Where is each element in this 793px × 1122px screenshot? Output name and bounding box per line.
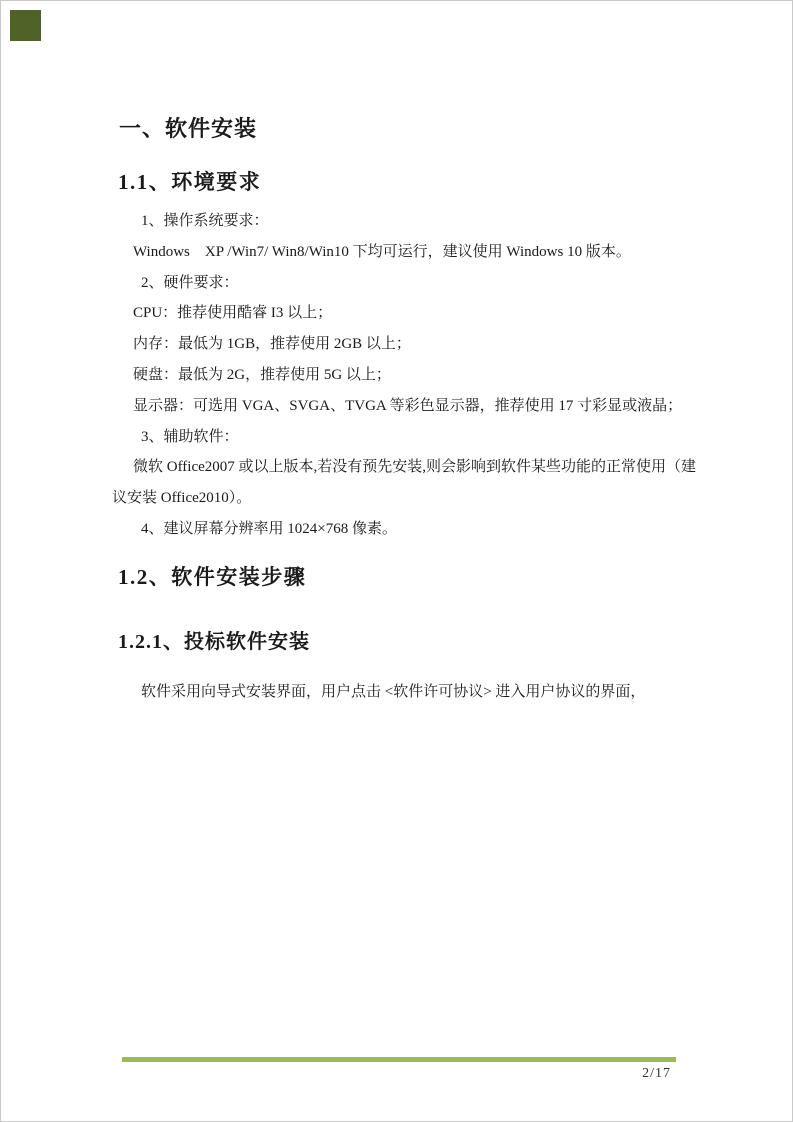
environment-requirements-body xyxy=(112,206,697,545)
paragraph-line-hardware-requirement: 2、硬件要求： xyxy=(141,274,239,291)
paragraph-line-disk: 硬盘：最低为 2G，推荐使用 5G 以上； xyxy=(133,366,391,383)
paragraph-line-resolution: 4、建议屏幕分辨率用 1024×768 像素。 xyxy=(141,520,397,537)
paragraph-line-office-continuation: 议安装 Office2010）。 xyxy=(112,490,252,507)
paragraph-install-wizard-intro: 软件采用向导式安装界面，用户点击 <软件许可协议> 进入用户协议的界面， xyxy=(141,684,646,700)
paragraph-line-office-requirement: 微软 Office2007 或以上版本,若没有预先安装,则会影响到软件某些功能的正常使用（建 xyxy=(133,459,697,476)
paragraph-line-display: 显示器：可选用 VGA、SVGA、TVGA 等彩色显示器，推荐使用 17 寸彩显或液晶； xyxy=(133,397,683,414)
footer-divider xyxy=(122,1057,676,1062)
corner-marker-square xyxy=(10,10,41,41)
heading-software-install: 一、软件安装 xyxy=(119,116,258,141)
paragraph-line-memory: 内存：最低为 1GB，推荐使用 2GB 以上； xyxy=(133,336,411,353)
paragraph-line-os-requirement: 1、操作系统要求： xyxy=(141,213,269,229)
heading-environment-requirements: 1.1、环境要求 xyxy=(118,170,262,194)
heading-install-steps: 1.2、软件安装步骤 xyxy=(118,565,307,589)
page-number: 2/17 xyxy=(642,1066,671,1081)
paragraph-line-auxiliary-software: 3、辅助软件： xyxy=(141,428,239,445)
heading-bid-software-install: 1.2.1、投标软件安装 xyxy=(118,631,310,653)
paragraph-line-cpu: CPU：推荐使用酷睿 I3 以上； xyxy=(133,305,333,322)
paragraph-line-windows-versions: Windows XP /Win7/ Win8/Win10 下均可运行，建议使用 Windows 10 版本。 xyxy=(133,243,631,260)
